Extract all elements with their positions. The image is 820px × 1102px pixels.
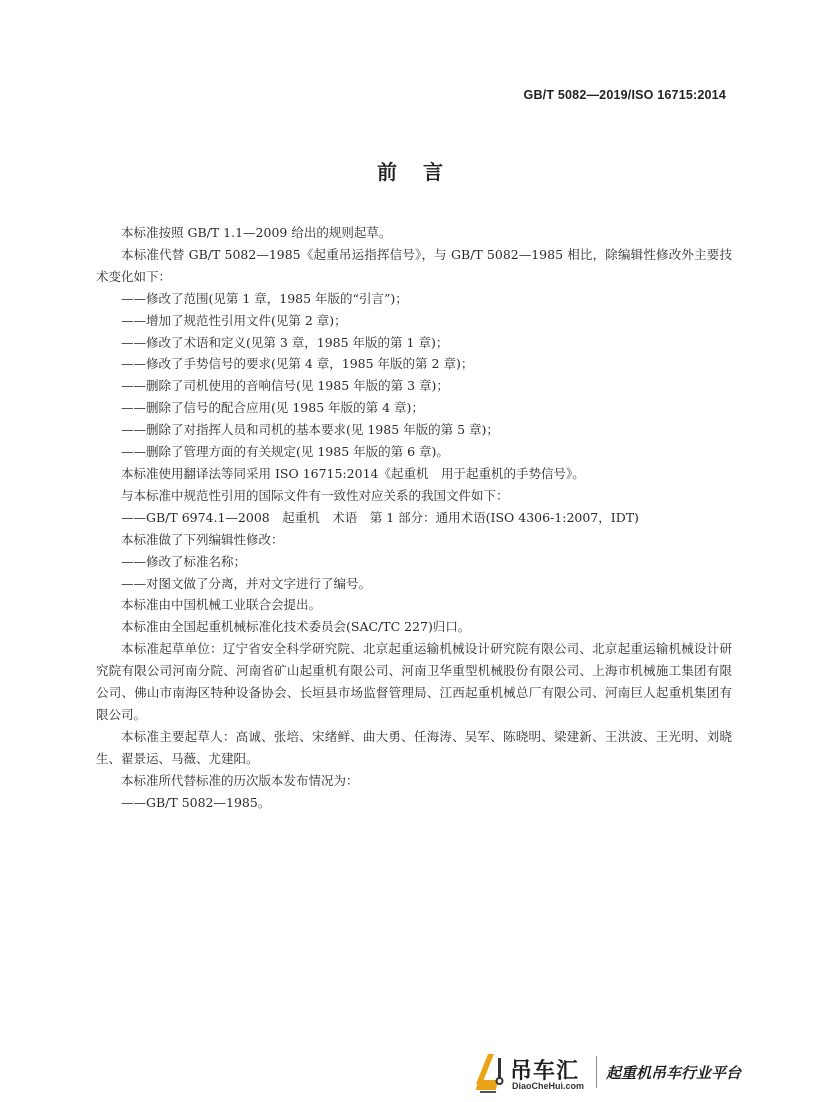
paragraph: 本标准按照 GB/T 1.1—2009 给出的规则起草。: [121, 225, 392, 240]
logo-url: DiaoCheHui.com: [512, 1081, 585, 1091]
logo-slogan: 起重机吊车行业平台: [606, 1064, 742, 1082]
paragraph: 与本标准中规范性引用的国际文件有一致性对应关系的我国文件如下：: [121, 487, 509, 503]
paragraph: 本标准主要起草人：高诚、张培、宋绪鲜、曲大勇、任海涛、吴军、陈晓明、梁建新、王洪波、王光明、刘晓生、翟景运、马薇、尤建阳。: [96, 728, 732, 766]
paragraph: 本标准由全国起重机械标准化技术委员会(SAC/TC 227)归口。: [121, 619, 471, 635]
foreword-body: [96, 222, 732, 813]
paragraph: 本标准使用翻译法等同采用 ISO 16715:2014《起重机 用于起重机的手势信号》。: [121, 465, 585, 481]
crane-logo-icon: [472, 1050, 512, 1094]
list-item: ——修改了范围(见第 1 章，1985 年版的“引言”)；: [121, 290, 408, 306]
list-item: ——删除了管理方面的有关规定(见 1985 年版的第 6 章)。: [121, 444, 449, 460]
list-item: ——GB/T 6974.1—2008 起重机 术语 第 1 部分：通用术语(ISO 4306-1:2007，IDT): [121, 509, 639, 525]
list-item: ——删除了信号的配合应用(见 1985 年版的第 4 章)；: [121, 400, 424, 416]
list-item: ——GB/T 5082—1985。: [121, 794, 271, 810]
list-item: ——删除了对指挥人员和司机的基本要求(见 1985 年版的第 5 章)；: [121, 422, 499, 438]
page-title: 前言: [377, 160, 469, 184]
list-item: ——增加了规范性引用文件(见第 2 章)；: [121, 312, 347, 328]
list-item: ——对图文做了分离，并对文字进行了编号。: [121, 575, 372, 591]
list-item: ——删除了司机使用的音响信号(见 1985 年版的第 3 章)；: [121, 378, 449, 394]
paragraph: 本标准做了下列编辑性修改：: [121, 531, 284, 547]
logo-divider: [596, 1056, 597, 1088]
logo-name: 吊车汇: [510, 1059, 580, 1084]
paragraph: 本标准代替 GB/T 5082—1985《起重吊运指挥信号》，与 GB/T 5082—1985 相比，除编辑性修改外主要技术变化如下：: [96, 246, 732, 284]
site-logo[interactable]: [472, 1050, 762, 1094]
list-item: ——修改了术语和定义(见第 3 章，1985 年版的第 1 章)；: [121, 334, 449, 350]
paragraph: 本标准由中国机械工业联合会提出。: [121, 597, 322, 613]
paragraph: 本标准起草单位：辽宁省安全科学研究院、北京起重运输机械设计研究院有限公司、北京起重运输机械设计研究院有限公司河南分院、河南省矿山起重机有限公司、河南卫华重型机械股份有限公司、上海市机械施工集团有限公司、佛山市南海区特种设备协会、长垣县市场监督管理局、江西起重机械总厂有限公司、河南巨人起重机集团有限公司。: [96, 641, 732, 722]
paragraph: 本标准所代替标准的历次版本发布情况为：: [121, 772, 359, 788]
list-item: ——修改了标准名称；: [121, 553, 247, 569]
standard-number: GB/T 5082—2019/ISO 16715:2014: [523, 88, 726, 102]
list-item: ——修改了手势信号的要求(见第 4 章，1985 年版的第 2 章)；: [121, 356, 474, 372]
